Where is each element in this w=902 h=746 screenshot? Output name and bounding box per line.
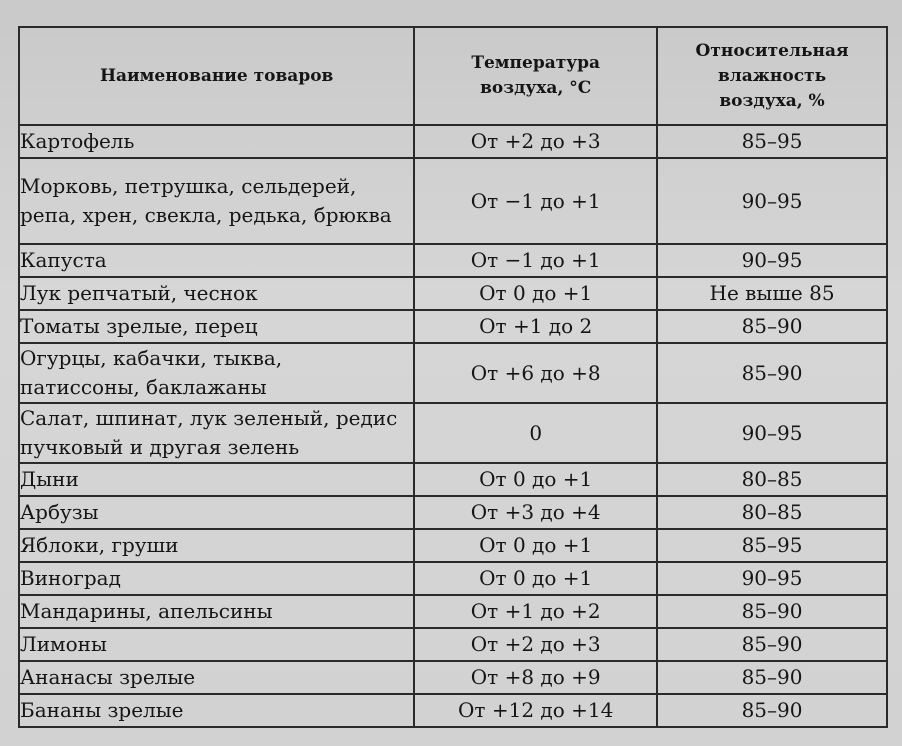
row-temperature: От +2 до +3 [414, 125, 657, 158]
row-temperature: От −1 до +1 [414, 158, 657, 244]
row-humidity: 80–85 [657, 496, 887, 529]
header-temperature: Температура воздуха, °С [414, 27, 657, 125]
row-temperature: От +1 до 2 [414, 310, 657, 343]
row-name: Дыни [19, 463, 414, 496]
row-humidity: 90–95 [657, 244, 887, 277]
row-temperature: От +3 до +4 [414, 496, 657, 529]
row-humidity: 80–85 [657, 463, 887, 496]
table-row [19, 403, 887, 463]
row-temperature: От +6 до +8 [414, 343, 657, 403]
row-name: Томаты зрелые, перец [19, 310, 414, 343]
table-row [19, 595, 887, 628]
row-name: Бананы зрелые [19, 694, 414, 727]
row-name: Лук репчатый, чеснок [19, 277, 414, 310]
table-row [19, 277, 887, 310]
row-name: Картофель [19, 125, 414, 158]
table-row [19, 463, 887, 496]
row-temperature: От 0 до +1 [414, 562, 657, 595]
row-name: Капуста [19, 244, 414, 277]
row-humidity: 90–95 [657, 158, 887, 244]
row-temperature: От 0 до +1 [414, 277, 657, 310]
row-name: Мандарины, апельсины [19, 595, 414, 628]
storage-conditions-table [18, 26, 888, 728]
row-humidity: 85–90 [657, 661, 887, 694]
table-row [19, 310, 887, 343]
row-name: Яблоки, груши [19, 529, 414, 562]
table-row [19, 562, 887, 595]
row-temperature: От +2 до +3 [414, 628, 657, 661]
table-row [19, 496, 887, 529]
row-temperature: От +12 до +14 [414, 694, 657, 727]
row-name: Арбузы [19, 496, 414, 529]
row-humidity: 85–90 [657, 595, 887, 628]
table-row [19, 694, 887, 727]
table-header-row [19, 27, 887, 125]
header-name: Наименование товаров [19, 27, 414, 125]
table-row [19, 661, 887, 694]
row-temperature: 0 [414, 403, 657, 463]
row-humidity: 90–95 [657, 562, 887, 595]
row-humidity: Не выше 85 [657, 277, 887, 310]
table-row [19, 244, 887, 277]
row-humidity: 85–90 [657, 694, 887, 727]
row-humidity: 85–90 [657, 343, 887, 403]
row-temperature: От 0 до +1 [414, 463, 657, 496]
table-row [19, 343, 887, 403]
row-temperature: От +1 до +2 [414, 595, 657, 628]
row-temperature: От −1 до +1 [414, 244, 657, 277]
row-name: Виноград [19, 562, 414, 595]
row-name: Лимоны [19, 628, 414, 661]
row-temperature: От 0 до +1 [414, 529, 657, 562]
row-humidity: 85–95 [657, 529, 887, 562]
row-humidity: 85–90 [657, 628, 887, 661]
row-humidity: 85–90 [657, 310, 887, 343]
row-humidity: 90–95 [657, 403, 887, 463]
row-name: Огурцы, кабачки, тыква, патиссоны, баклажаны [19, 343, 414, 403]
table-row [19, 628, 887, 661]
row-temperature: От +8 до +9 [414, 661, 657, 694]
row-name: Морковь, петрушка, сельдерей, репа, хрен, свекла, редька, брюква [19, 158, 414, 244]
table-row [19, 125, 887, 158]
table-row [19, 529, 887, 562]
header-humidity: Относительная влажность воздуха, % [657, 27, 887, 125]
row-humidity: 85–95 [657, 125, 887, 158]
row-name: Ананасы зрелые [19, 661, 414, 694]
row-name: Салат, шпинат, лук зеленый, редис пучковый и другая зелень [19, 403, 414, 463]
table-row [19, 158, 887, 244]
